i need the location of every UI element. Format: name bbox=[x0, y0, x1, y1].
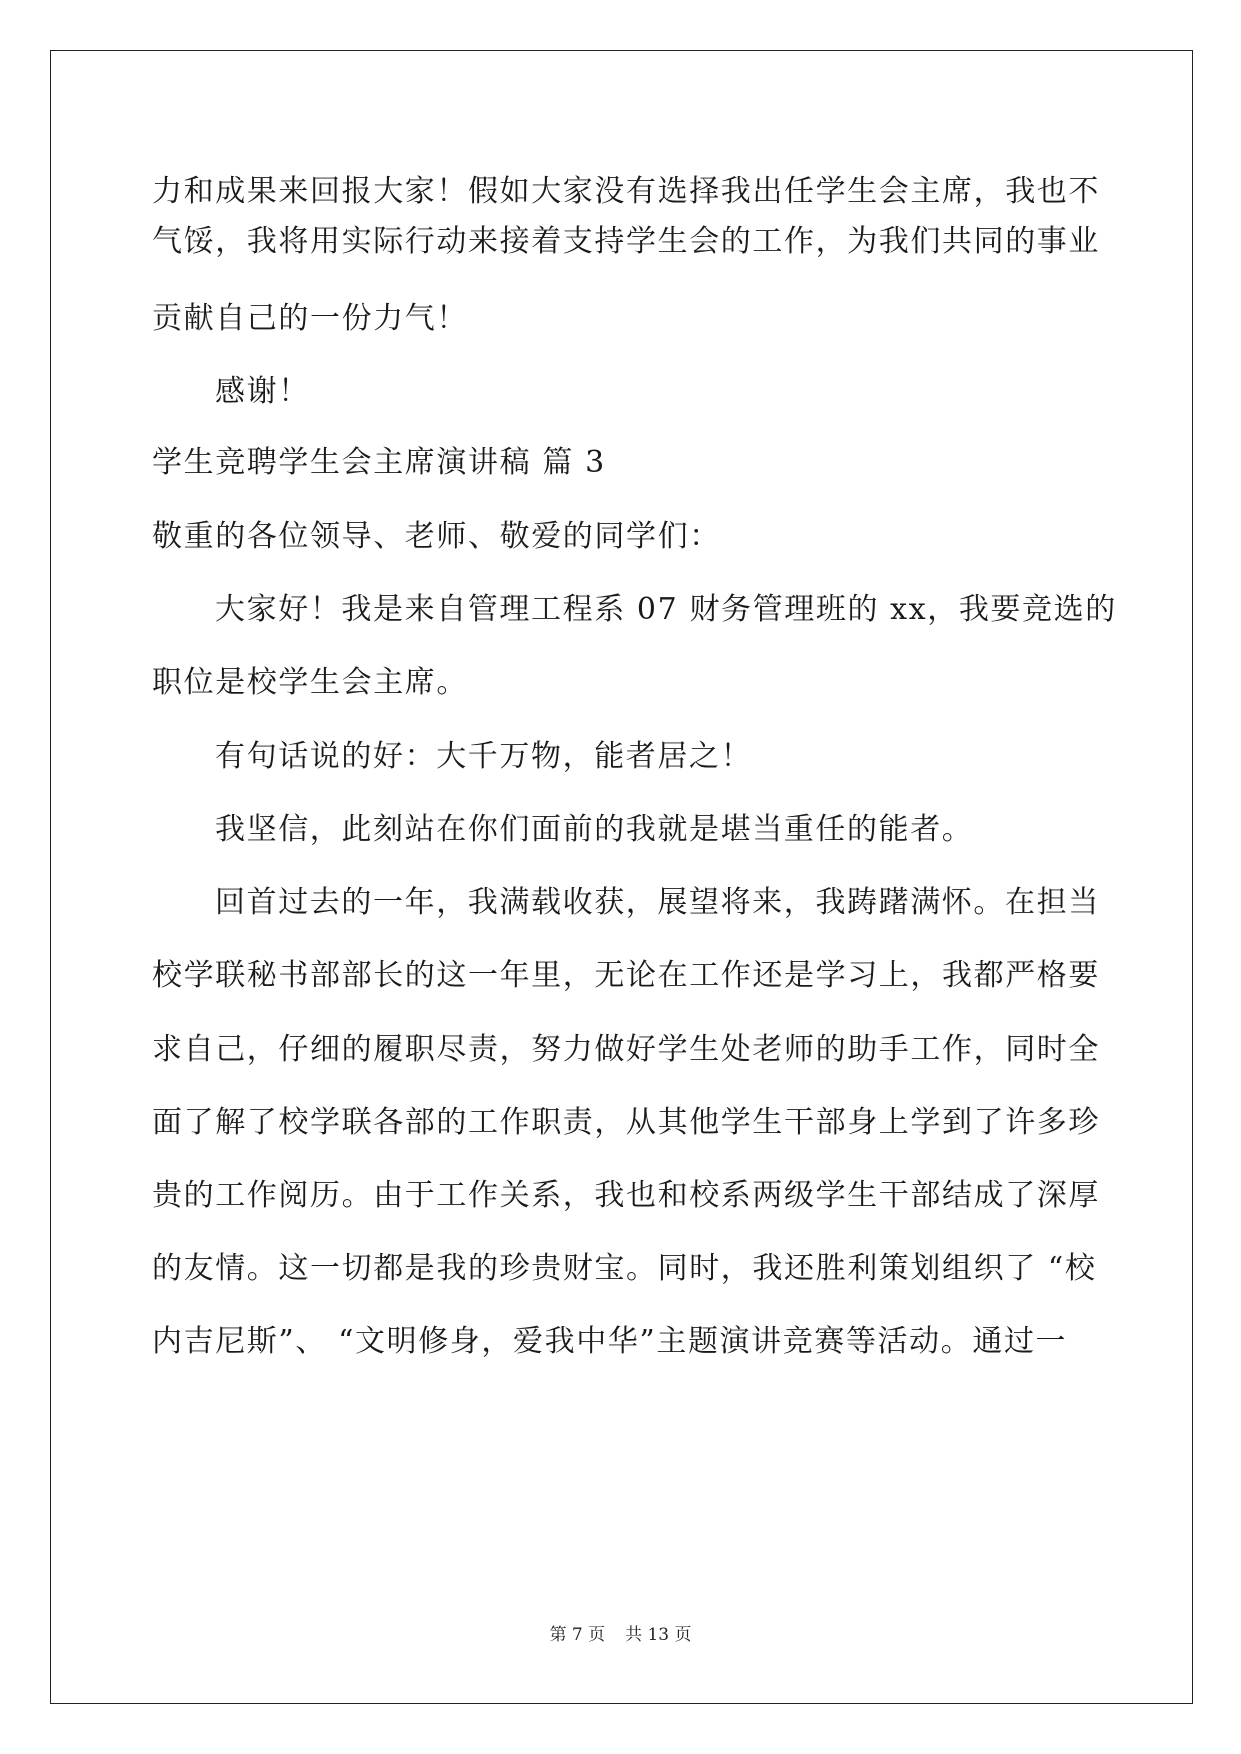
text-line: 职位是校学生会主席。 bbox=[152, 665, 468, 700]
page-number-total: 共 13 页 bbox=[625, 1625, 692, 1645]
text-line: 求自己，仔细的履职尽责，努力做好学生处老师的助手工作，同时全 bbox=[152, 1032, 1100, 1067]
text-line: 我坚信，此刻站在你们面前的我就是堪当重任的能者。 bbox=[215, 812, 974, 847]
text-line: 气馁，我将用实际行动来接着支持学生会的工作，为我们共同的事业 bbox=[152, 224, 1100, 259]
text-line: 有句话说的好：大千万物，能者居之！ bbox=[215, 739, 753, 774]
page-number-current: 第 7 页 bbox=[549, 1625, 606, 1645]
section-title: 学生竞聘学生会主席演讲稿 篇 3 bbox=[152, 445, 606, 480]
text-line: 贡献自己的一份力气！ bbox=[152, 301, 468, 336]
text-line: 面了解了校学联各部的工作职责，从其他学生干部身上学到了许多珍 bbox=[152, 1105, 1100, 1140]
text-line: 的友情。这一切都是我的珍贵财宝。同时，我还胜利策划组织了 “校 bbox=[152, 1251, 1097, 1286]
text-line: 回首过去的一年，我满载收获，展望将来，我踌躇满怀。在担当 bbox=[215, 885, 1100, 920]
text-line: 感谢！ bbox=[215, 374, 310, 409]
salutation: 敬重的各位领导、老师、敬爱的同学们： bbox=[152, 519, 721, 554]
text-line: 校学联秘书部部长的这一年里，无论在工作还是学习上，我都严格要 bbox=[152, 958, 1100, 993]
text-line: 内吉尼斯”、 “文明修身，爱我中华”主题演讲竞赛等活动。通过一 bbox=[152, 1324, 1068, 1359]
text-line: 力和成果来回报大家！假如大家没有选择我出任学生会主席，我也不 bbox=[152, 174, 1100, 209]
text-line: 大家好！我是来自管理工程系 07 财务管理班的 xx，我要竞选的 bbox=[215, 592, 1117, 627]
text-line: 贵的工作阅历。由于工作关系，我也和校系两级学生干部结成了深厚 bbox=[152, 1178, 1100, 1213]
page-footer bbox=[0, 1620, 1241, 1645]
